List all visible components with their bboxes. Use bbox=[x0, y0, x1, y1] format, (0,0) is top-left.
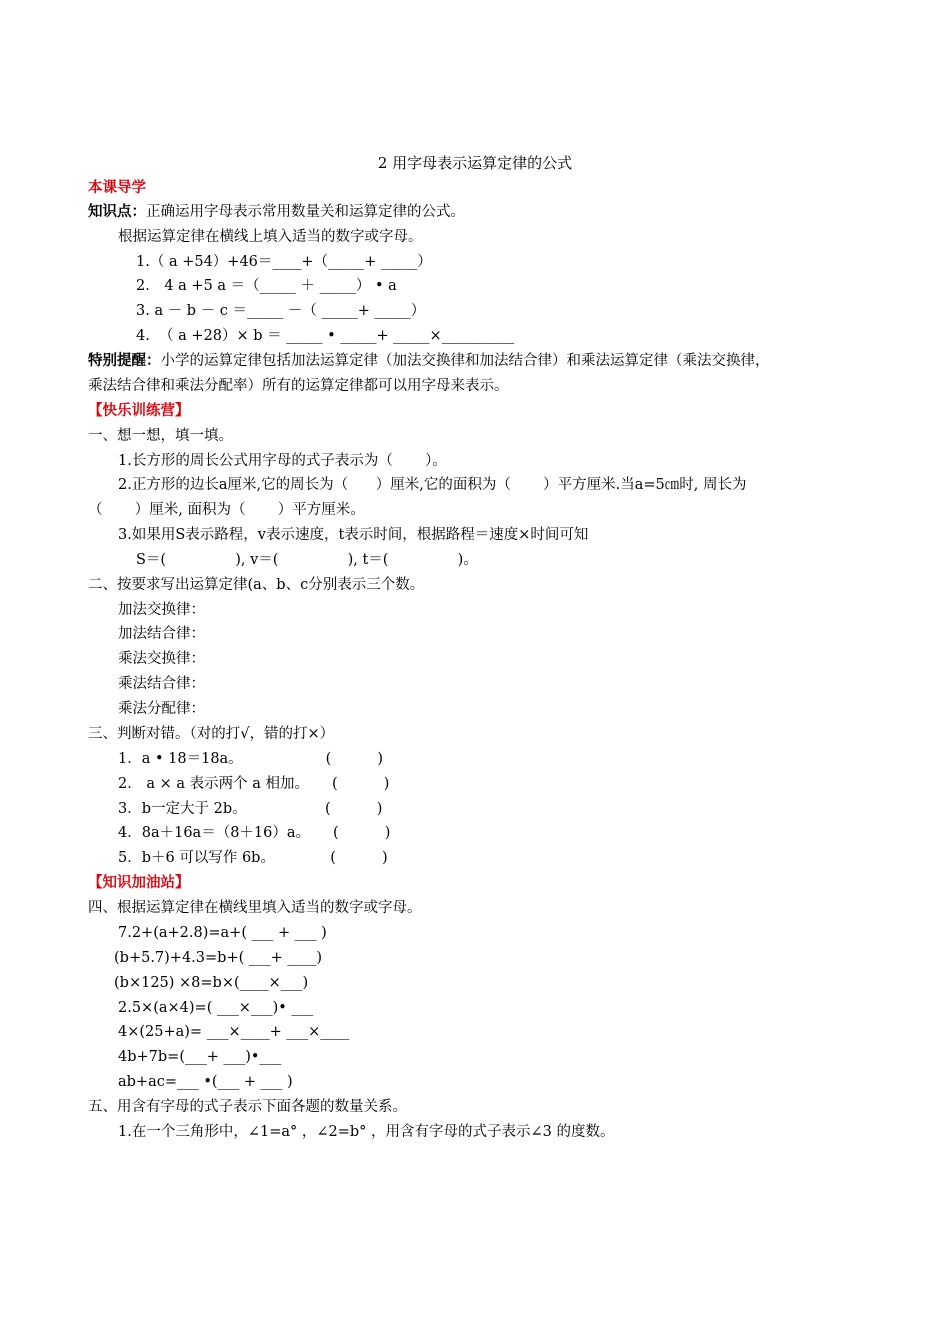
law-mul-commutative: 乘法交换律： bbox=[118, 651, 205, 667]
law-add-commutative: 加法交换律： bbox=[118, 602, 205, 618]
knowledge-text: 正确运用字母表示常用数量关和运算定律的公式。 bbox=[146, 204, 465, 220]
fill-item-5: 4×(25+a)= ___×____+ ___×____ bbox=[118, 1024, 350, 1040]
part3-heading: 三、判断对错。（对的打√，错的打×） bbox=[88, 726, 335, 742]
part1-q1: 1.长方形的周长公式用字母的式子表示为（ ）。 bbox=[118, 453, 447, 469]
law-mul-distributive: 乘法分配律： bbox=[118, 701, 205, 717]
reminder-text-1: 小学的运算定律包括加法运算定律（加法交换律和加法结合律）和乘法运算定律（乘法交换律， bbox=[160, 353, 770, 369]
part5-q1: 1.在一个三角形中，∠1=a° ，∠2=b° ，用含有字母的式子表示∠3 的度数。 bbox=[118, 1124, 615, 1140]
knowledge-label: 知识点： bbox=[88, 204, 146, 220]
judge-item-1: 1．a • 18＝18a。 ( ) bbox=[118, 751, 384, 767]
knowledge-point bbox=[88, 202, 465, 222]
part5-heading: 五、用含有字母的式子表示下面各题的数量关系。 bbox=[88, 1099, 407, 1115]
fill-item-4: 2.5×(a×4)=( ___×___)• ___ bbox=[118, 1000, 314, 1016]
judge-item-2: 2． a × a 表示两个 a 相加。 ( ) bbox=[118, 776, 390, 792]
judge-item-3: 3．b一定大于 2b。 ( ) bbox=[118, 801, 383, 817]
knowledge-item-3: 3. a － b － c ＝_____ －（ _____+ _____） bbox=[136, 303, 426, 319]
law-mul-associative: 乘法结合律： bbox=[118, 676, 205, 692]
part4-heading: 四、根据运算定律在横线里填入适当的数字或字母。 bbox=[88, 900, 422, 916]
part1-q3-line1: 3.如果用S表示路程，v表示速度，t表示时间，根据路程＝速度×时间可知 bbox=[118, 527, 589, 543]
part1-q2-line1: 2.正方形的边长a厘米,它的周长为（ ）厘米,它的面积为（ ）平方厘米.当a=5㎝时, 周长为 bbox=[118, 477, 747, 493]
section-station-heading: 【知识加油站】 bbox=[88, 875, 190, 891]
judge-item-5: 5．b＋6 可以写作 6b。 ( ) bbox=[118, 850, 388, 866]
law-add-associative: 加法结合律： bbox=[118, 626, 205, 642]
fill-item-3: (b×125) ×8=b×(____×___) bbox=[114, 975, 309, 991]
fill-item-7: ab+ac=___ •(___ + ___ ) bbox=[118, 1074, 293, 1090]
reminder-line-2: 乘法结合律和乘法分配率）所有的运算定律都可以用字母来表示。 bbox=[88, 378, 509, 394]
reminder-label: 特别提醒： bbox=[88, 353, 161, 369]
reminder-line-1 bbox=[88, 351, 770, 371]
part1-q3-line2: S＝( ), v＝( ), t＝( )。 bbox=[136, 552, 478, 568]
section-training-heading: 【快乐训练营】 bbox=[88, 403, 190, 419]
judge-item-4: 4．8a＋16a＝（8＋16）a。 ( ) bbox=[118, 825, 391, 841]
page-title: 2 用字母表示运算定律的公式 bbox=[377, 154, 573, 172]
knowledge-instruction: 根据运算定律在横线上填入适当的数字或字母。 bbox=[118, 229, 423, 245]
knowledge-item-1: 1.（ a +54）+46＝____+（_____+ _____） bbox=[136, 254, 432, 270]
fill-item-1: 7.2+(a+2.8)=a+( ___ + ___ ) bbox=[118, 925, 327, 941]
fill-item-2: (b+5.7)+4.3=b+( ___+ ____) bbox=[114, 950, 323, 966]
fill-item-6: 4b+7b=(___+ ___)•___ bbox=[118, 1049, 282, 1065]
part2-heading: 二、按要求写出运算定律(a、b、c分别表示三个数。 bbox=[88, 577, 425, 593]
part1-q2-line2: （ ）厘米, 面积为（ ）平方厘米。 bbox=[88, 502, 365, 518]
section-intro-heading: 本课导学 bbox=[88, 180, 146, 196]
part1-heading: 一、想一想，填一填。 bbox=[88, 428, 233, 444]
knowledge-item-2: 2． 4 a +5 a ＝（_____ ＋ _____） • a bbox=[136, 278, 397, 294]
knowledge-item-4: 4. （ a +28）× b ＝ _____ • _____+ _____×__________ bbox=[136, 328, 515, 344]
